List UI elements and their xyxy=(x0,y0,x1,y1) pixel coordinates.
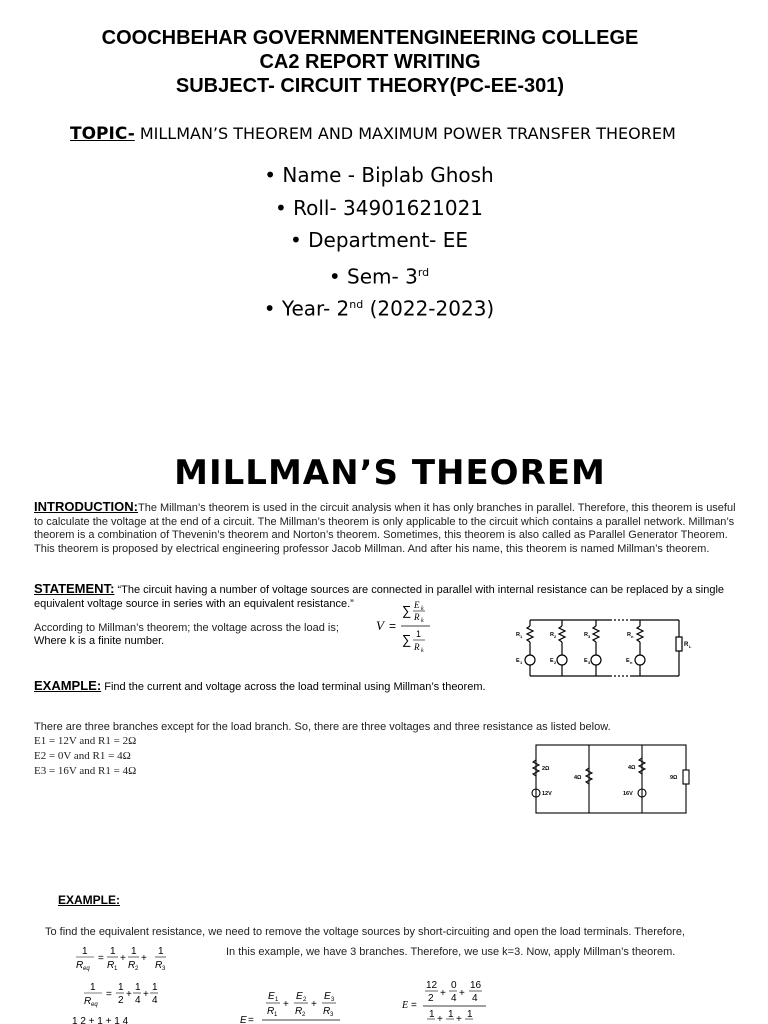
svg-text:R: R xyxy=(107,960,115,971)
svg-text:1: 1 xyxy=(82,946,88,957)
svg-text:+: + xyxy=(141,953,147,964)
svg-text:3: 3 xyxy=(588,660,591,665)
svg-text:R: R xyxy=(155,960,163,971)
apply-text: In this example, we have 3 branches. Therefore, we use k=3. Now, apply Millman’s theorem. xyxy=(226,946,676,958)
topic-text: MILLMAN’S THEOREM AND MAXIMUM POWER TRANSFER THEOREM xyxy=(134,124,676,143)
student-details xyxy=(0,160,758,323)
college-title: COOCHBEHAR GOVERNMENTENGINEERING COLLEGE xyxy=(101,27,639,49)
svg-text:k: k xyxy=(421,648,424,654)
svg-text:+: + xyxy=(311,999,317,1010)
svg-text:4: 4 xyxy=(472,993,478,1004)
svg-text:=: = xyxy=(248,1015,254,1024)
svg-text:4: 4 xyxy=(451,993,457,1004)
svg-text:E: E xyxy=(268,991,275,1002)
svg-text:n: n xyxy=(630,660,633,665)
svg-text:=: = xyxy=(411,1000,417,1011)
label-r1: R xyxy=(516,632,520,638)
label-12v: 12V xyxy=(542,791,552,797)
intro-label: INTRODUCTION: xyxy=(34,499,138,514)
svg-text:R: R xyxy=(414,642,420,652)
according-text: According to Millman’s theorem; the voltage across the load is; xyxy=(34,622,339,634)
detail-year: • Year- 2nd (2022-2023) xyxy=(263,297,495,322)
svg-text:R: R xyxy=(323,1006,331,1017)
svg-text:n: n xyxy=(631,634,634,639)
svg-text:3: 3 xyxy=(331,997,335,1003)
svg-text:eq: eq xyxy=(91,1002,98,1008)
svg-text:E: E xyxy=(324,991,331,1002)
example1-label: EXAMPLE: xyxy=(34,678,102,693)
svg-text:1 2 + 1 + 1 4: 1 2 + 1 + 1 4 xyxy=(72,1016,129,1024)
svg-text:1: 1 xyxy=(416,629,422,639)
generic-circuit-diagram xyxy=(512,612,694,682)
svg-text:1: 1 xyxy=(467,1009,473,1020)
example1-text: Find the current and voltage across the load terminal using Millman’s theorem. xyxy=(101,681,486,693)
svg-text:E: E xyxy=(584,658,588,664)
svg-text:1: 1 xyxy=(274,1012,278,1018)
req-text: To find the equivalent resistance, we need to remove the voltage sources by short-circuiting and open the load terminals. Therefore, xyxy=(45,926,685,938)
label-9ohm: 9Ω xyxy=(670,775,678,781)
svg-text:+: + xyxy=(283,999,289,1010)
svg-text:1: 1 xyxy=(158,946,164,957)
svg-text:R: R xyxy=(295,1006,303,1017)
svg-text:E: E xyxy=(516,658,520,664)
svg-text:16: 16 xyxy=(470,980,482,991)
example-circuit-diagram xyxy=(528,740,698,816)
svg-text:R: R xyxy=(128,960,136,971)
req-formulas xyxy=(72,942,182,1024)
svg-text:3: 3 xyxy=(330,1012,334,1018)
svg-text:4: 4 xyxy=(135,995,141,1006)
svg-text:1: 1 xyxy=(429,1009,435,1020)
detail-department: • Department- EE xyxy=(289,228,469,253)
label-16v: 16V xyxy=(623,791,633,797)
svg-text:1: 1 xyxy=(448,1009,454,1020)
svg-text:R: R xyxy=(584,632,588,638)
detail-sem: • Sem- 3rd xyxy=(328,264,430,289)
svg-text:E: E xyxy=(550,658,554,664)
svg-text:L: L xyxy=(689,644,692,649)
millman-formula xyxy=(372,598,442,656)
e-formula-general xyxy=(238,985,348,1024)
svg-text:1: 1 xyxy=(90,982,96,993)
where-text: Where k is a finite number. xyxy=(34,635,165,647)
svg-text:R: R xyxy=(76,960,84,971)
example1-line xyxy=(34,679,746,695)
svg-text:eq: eq xyxy=(83,966,90,972)
svg-text:E: E xyxy=(402,1000,409,1011)
statement-text: “The circuit having a number of voltage sources are connected in parallel with internal resistance can be replaced by a single equivalent voltage source in series with an equivalent resistance.” xyxy=(34,584,725,610)
svg-text:0: 0 xyxy=(451,980,457,991)
svg-text:1: 1 xyxy=(135,982,141,993)
svg-text:2: 2 xyxy=(302,1012,306,1018)
detail-name: • Name - Biplab Ghosh xyxy=(264,163,494,187)
svg-text:2: 2 xyxy=(554,634,557,639)
svg-text:1: 1 xyxy=(520,660,523,665)
svg-text:E: E xyxy=(626,658,630,664)
svg-text:+: + xyxy=(459,988,465,999)
svg-text:2: 2 xyxy=(118,995,124,1006)
svg-text:=: = xyxy=(98,953,104,964)
svg-text:1: 1 xyxy=(118,982,124,993)
e-formula-numeric xyxy=(398,976,498,1024)
svg-text:1: 1 xyxy=(520,634,523,639)
svg-text:1: 1 xyxy=(152,982,158,993)
svg-text:∑: ∑ xyxy=(402,632,412,647)
subject-title: SUBJECT- CIRCUIT THEORY(PC-EE-301) xyxy=(175,75,565,97)
report-title: CA2 REPORT WRITING xyxy=(259,51,481,73)
svg-text:12: 12 xyxy=(426,980,438,991)
topic-label: TOPIC- xyxy=(70,124,135,144)
svg-text:+: + xyxy=(440,988,446,999)
label-2ohm: 2Ω xyxy=(542,766,550,772)
svg-text:V: V xyxy=(376,618,384,633)
svg-text:=: = xyxy=(389,619,397,633)
svg-text:∑: ∑ xyxy=(402,603,412,618)
svg-text:E: E xyxy=(240,1015,247,1024)
svg-text:+: + xyxy=(143,989,149,1000)
branches-intro: There are three branches except for the load branch. So, there are three voltages and three resistance as listed below. xyxy=(34,721,611,733)
branch-line-2: E2 = 0V and R1 = 4Ω xyxy=(34,750,131,762)
svg-text:2: 2 xyxy=(135,966,139,972)
example2-label: EXAMPLE: xyxy=(58,893,121,907)
svg-text:1: 1 xyxy=(114,966,118,972)
svg-text:k: k xyxy=(421,618,424,624)
svg-text:k: k xyxy=(421,606,424,612)
detail-roll: • Roll- 34901621021 xyxy=(274,195,484,220)
topic-line xyxy=(70,124,676,144)
statement-label: STATEMENT: xyxy=(34,581,115,596)
intro-text: The Millman’s theorem is used in the circuit analysis when it has only branches in parallel. Therefore, this theorem is useful to calculate the voltage at the end of a circuit. The Millman’s theorem is only applicable to the circuit which contains a parallel network. Millman’s theorem is a combination of Thevenin’s theorem and Norton’s theorem. Sometimes, this theorem is also called as Parallel Generator Theorem. This theorem is proposed by electrical engineering professor Jacob Millman. And after his name, this theorem is named Millman’s theorem. xyxy=(34,502,736,555)
svg-text:+: + xyxy=(437,1014,443,1024)
svg-text:2: 2 xyxy=(554,660,557,665)
svg-text:2: 2 xyxy=(428,993,434,1004)
svg-text:R: R xyxy=(84,996,92,1007)
svg-text:+: + xyxy=(120,953,126,964)
branch-line-1: E1 = 12V and R1 = 2Ω xyxy=(34,735,137,747)
label-4ohm-b: 4Ω xyxy=(628,765,636,771)
svg-text:+: + xyxy=(126,989,132,1000)
svg-text:3: 3 xyxy=(162,966,166,972)
svg-text:1: 1 xyxy=(131,946,137,957)
branch-line-3: E3 = 16V and R1 = 4Ω xyxy=(34,765,137,777)
svg-text:R: R xyxy=(684,642,689,648)
svg-text:4: 4 xyxy=(152,995,158,1006)
section-title: MILLMAN’S THEOREM xyxy=(174,453,606,493)
svg-text:+: + xyxy=(456,1014,462,1024)
svg-text:1: 1 xyxy=(110,946,116,957)
svg-text:1: 1 xyxy=(275,997,279,1003)
svg-text:E: E xyxy=(296,991,303,1002)
svg-text:R: R xyxy=(267,1006,275,1017)
svg-text:3: 3 xyxy=(588,634,591,639)
svg-text:=: = xyxy=(106,989,112,1000)
svg-text:R: R xyxy=(414,612,420,622)
svg-text:R: R xyxy=(627,632,631,638)
label-4ohm-a: 4Ω xyxy=(574,775,582,781)
svg-text:2: 2 xyxy=(303,997,307,1003)
svg-text:R: R xyxy=(550,632,554,638)
svg-text:E: E xyxy=(414,600,420,610)
intro-paragraph xyxy=(34,500,746,556)
